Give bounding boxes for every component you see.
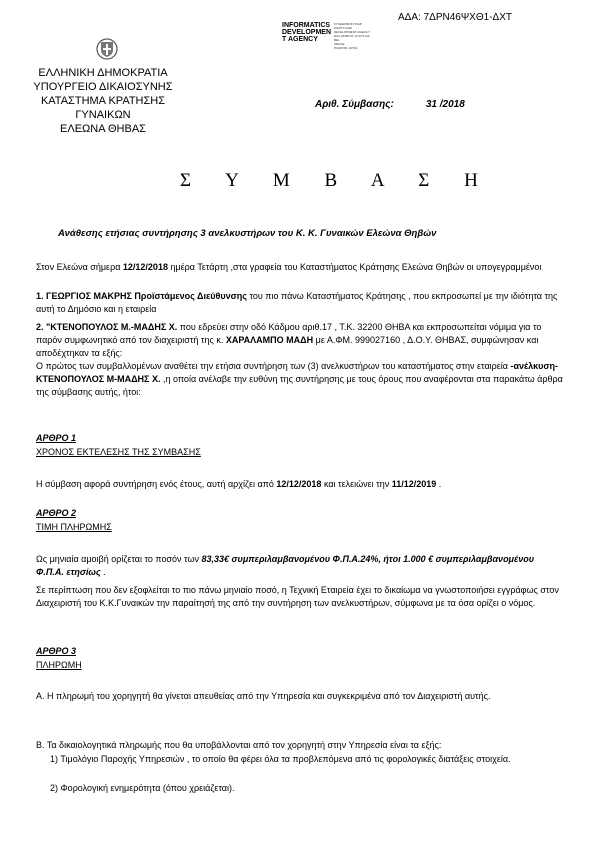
article-3-paragraph-b: Β. Τα δικαιολογητικά πληρωμής που θα υποβάλλονται από τον χορηγητή στην Υπηρεσία είναι τα εξής: xyxy=(36,740,442,750)
text: Ως μηνιαία αμοιβή ορίζεται το ποσόν των xyxy=(36,554,202,564)
text: που εδρεύει στην οδό Κάδμου αριθ.17 , Τ.Κ. 32200 ΘΗΒΑ και εκπροσωπείται νόμιμα για το παρόν συμφωνητικό από τον διαχειριστή της κ. xyxy=(36,322,542,345)
list-item: 1) Τιμολόγιο Παροχής Υπηρεσιών , το οποίο θα φέρει όλα τα προβλεπόμενα από τις φορολογικές διατάξεις στοιχεία. xyxy=(50,754,511,764)
text: του πιο πάνω Καταστήματος Κράτησης , που εκπροσωπεί με την ιδιότητα της αυτή το Δημόσιο και η εταιρεία xyxy=(36,291,558,314)
list-item: 2) Φορολογική ενημερότητα (όπου χρειάζεται). xyxy=(50,783,235,793)
logo-line: INFORMATICS xyxy=(282,22,331,29)
text: . xyxy=(100,567,106,577)
article-2-heading: ΑΡΘΡΟ 2 xyxy=(36,508,77,518)
logo-small-line: PRAGE xyxy=(334,42,345,46)
ada-code: ΑΔΑ: 7ΔΡΝ46ΨΧΘ1-ΔΧΤ xyxy=(398,12,512,23)
text: . xyxy=(436,479,442,489)
text: και τελειώνει την xyxy=(321,479,392,489)
article-1-heading: ΑΡΘΡΟ 1 xyxy=(36,433,77,443)
party-name: ΓΕΩΡΓΙΟΣ ΜΑΚΡΗΣ Προϊστάμενος Διεύθυνσης xyxy=(46,291,247,301)
start-date: 12/12/2018 xyxy=(276,479,322,489)
payment-amount: 83,33€ συμπεριλαμβανομένου Φ.Π.Α.24%, ήτοι 1.000 € συμπεριλαμβανομένου Φ.Π.Α. ετησίως xyxy=(36,554,535,577)
contract-number-label: Αριθ. Σύμβασης: xyxy=(315,99,394,110)
logo-small-line: ΩΑΛ 20180.07.12 03:5+03 xyxy=(334,34,370,38)
header-line: ΕΛΕΩΝΑ ΘΗΒΑΣ xyxy=(60,123,146,135)
logo-small-line: ΣΥΝΔΕΣΜΟΣ ΠΛΗΡ. xyxy=(334,22,363,26)
article-3-subheading: ΠΛΗΡΩΜΗ xyxy=(36,660,82,670)
contract-number-value: 31 /2018 xyxy=(425,99,465,110)
article-3-paragraph-a: Α. Η πληρωμή του χορηγητή θα γίνεται απευθείας από την Υπηρεσία και συγκεκριμένα από τον Διαχειριστή αυτής. xyxy=(36,691,491,701)
party-number: 1. xyxy=(36,291,44,301)
article-1-subheading: ΧΡΟΝΟΣ ΕΚΤΕΛΕΣΗΣ ΤΗΣ ΣΥΜΒΑΣΗΣ xyxy=(36,447,201,457)
intro-paragraph xyxy=(36,261,564,274)
ministry-header xyxy=(28,66,178,136)
header-line: ΚΑΤΑΣΤΗΜΑ ΚΡΑΤΗΣΗΣ xyxy=(40,95,166,107)
logo-line: T AGENCY xyxy=(282,36,318,43)
contract-number xyxy=(315,99,465,110)
assignment-paragraph xyxy=(36,360,564,399)
logo-small-line: ΑΝΑΠΤΥΞΗΣ xyxy=(334,26,353,30)
text: Ο πρώτος των συμβαλλομένων αναθέτει την ετήσια συντήρηση των (3) ανελκυστήρων του καταστήματος στην εταιρεία xyxy=(36,361,511,371)
informatics-agency-logo xyxy=(282,22,370,50)
logo-line: DEVELOPMEN xyxy=(282,29,332,36)
party-name: "ΚΤΕΝΟΠΟΥΛΟΣ Μ.-ΜΑΔΗΣ Χ. xyxy=(46,322,178,332)
document-subject: Ανάθεσης ετήσιας συντήρησης 3 ανελκυστήρων του Κ. Κ. Γυναικών Ελεώνα Θηβών xyxy=(58,228,437,239)
text: με Α.ΦΜ. 999027160 , Δ.Ο.Υ. ΘΗΒΑΣ, συμφώνησαν και αποδέχτηκαν τα εξής: xyxy=(36,335,539,358)
article-3-heading: ΑΡΘΡΟ 3 xyxy=(36,646,77,656)
article-2-subheading: ΤΙΜΗ ΠΛΗΡΩΜΗΣ xyxy=(36,522,112,532)
logo-small-line: DEVELOPMENT AGENCY xyxy=(334,30,370,34)
greek-emblem-icon xyxy=(96,38,118,65)
party-number: 2. xyxy=(36,322,44,332)
party-1-paragraph xyxy=(36,290,564,316)
text: Στον Ελεώνα σήμερα xyxy=(36,262,123,272)
text: Η σύμβαση αφορά συντήρηση ενός έτους, αυτή αρχίζει από xyxy=(36,479,277,489)
article-1-text xyxy=(36,478,564,491)
header-line: ΥΠΟΥΡΓΕΙΟ ΔΙΚΑΙΟΣΥΝΗΣ xyxy=(33,81,173,93)
logo-small-line: ΠΛΗΡΟΦ. ΑΡΧΙΑ xyxy=(334,46,358,50)
end-date: 11/12/2019 xyxy=(391,479,437,489)
text: ,η οποία ανέλαβε την ευθύνη της συντήρησης με τους όρους που αναφέρονται στα παρακάτω άρθρα της σύμβασης αυτής, ήτοι: xyxy=(36,374,563,397)
date: 12/12/2018 xyxy=(122,262,168,272)
header-line: ΕΛΛΗΝΙΚΗ ΔΗΜΟΚΡΑΤΙΑ xyxy=(38,67,168,79)
company-name: -ανέλκυση- ΚΤΕΝΟΠΟΥΛΟΣ Μ-ΜΑΔΗΣ Χ. xyxy=(36,361,559,384)
logo-small-line: BEL xyxy=(334,38,340,42)
article-2-text xyxy=(36,553,564,579)
document-title: Σ Υ Μ Β Α Σ Η xyxy=(180,170,493,191)
header-line: ΓΥΝΑΙΚΩΝ xyxy=(75,109,131,121)
text: ημέρα Τετάρτη ,στα γραφεία του Καταστήματος Κράτησης Ελεώνα Θηβών οι υπογεγραμμένοι xyxy=(167,262,542,272)
article-2-text-2: Σε περίπτωση που δεν εξοφλείται το πιο πάνω μηνιαίο ποσό, η Τεχνική Εταιρεία έχει το δικαίωμα να γνωστοποιήσει εγγράφως στον Διαχειριστή του Κ.Κ.Γυναικών την παραίτησή της από την συντήρηση των ανελκυστήρων, σύμφωνα με τα όσα ορίζει ο νόμος. xyxy=(36,585,559,608)
representative-name: ΧΑΡΑΛΑΜΠΟ ΜΑΔΗ xyxy=(225,335,314,345)
party-2-paragraph xyxy=(36,321,564,360)
